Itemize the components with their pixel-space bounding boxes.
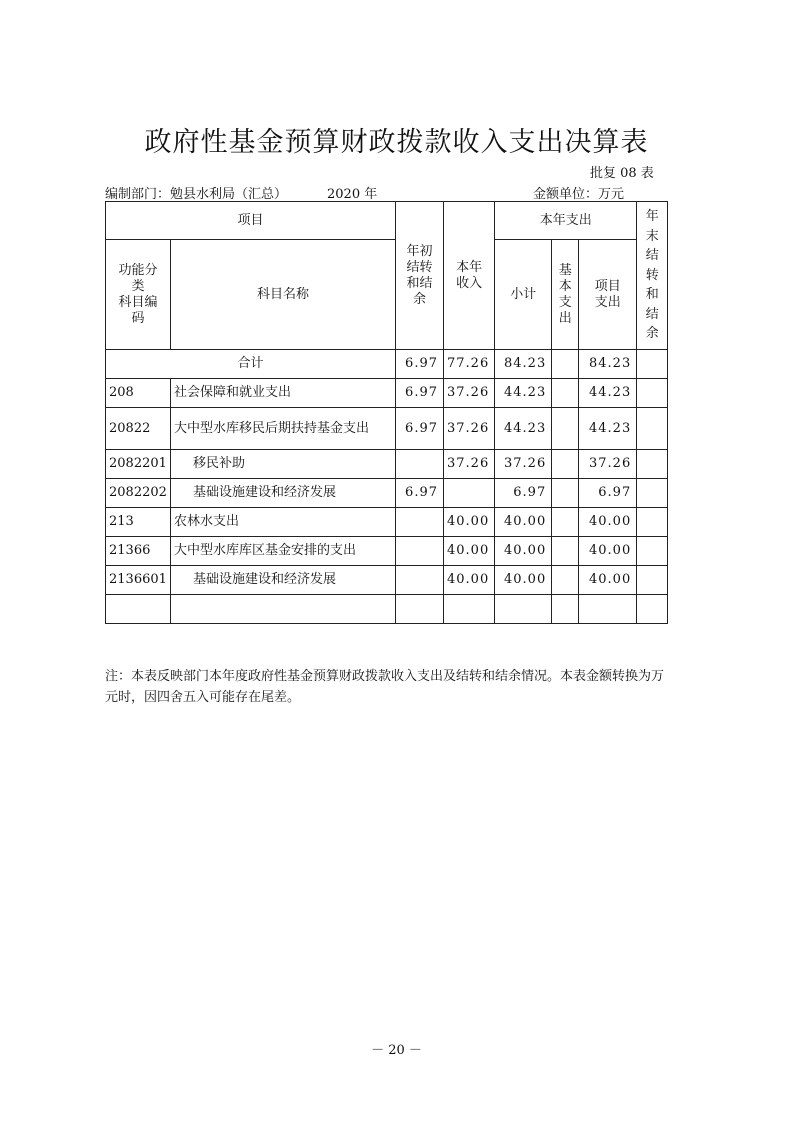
header-expense: 本年支出 [495,202,637,240]
header-code: 功能分 类 科目编 码 [106,240,171,350]
header-name: 科目名称 [171,240,396,350]
cell-subtotal [495,595,552,624]
cell-year-end [637,350,668,379]
cell-basic [552,479,579,508]
header-year-end: 年 末 结 转 和 结 余 [637,202,668,350]
cell-subtotal: 40.00 [495,508,552,537]
cell-basic [552,350,579,379]
cell-name: 农林水支出 [171,508,396,537]
cell-year-end [637,566,668,595]
cell-year-end [637,408,668,450]
cell-income: 40.00 [444,566,495,595]
cell-income: 37.26 [444,408,495,450]
cell-project: 6.97 [579,479,637,508]
cell-carry-begin: 6.97 [396,479,444,508]
total-row [106,350,668,379]
header-project: 项目 支出 [579,240,637,350]
fund-table [105,201,668,624]
cell-subtotal: 44.23 [495,379,552,408]
year-label: 2020 年 [327,187,378,202]
cell-project: 84.23 [579,350,637,379]
page-number: － 20 － [371,1043,422,1058]
department-label: 编制部门：勉县水利局（汇总） [105,187,288,202]
cell-project: 40.00 [579,508,637,537]
cell-code: 21366 [106,537,171,566]
cell-year-end [637,595,668,624]
cell-income [444,479,495,508]
cell-income: 40.00 [444,508,495,537]
cell-subtotal: 40.00 [495,566,552,595]
cell-code: 20822 [106,408,171,450]
unit-label: 金额单位：万元 [533,187,625,202]
cell-name: 基础设施建设和经济发展 [171,566,396,595]
cell-code: 208 [106,379,171,408]
cell-income: 77.26 [444,350,495,379]
cell-year-end [637,379,668,408]
cell-name: 大中型水库移民后期扶持基金支出 [171,408,396,450]
table-row [106,566,668,595]
cell-project: 40.00 [579,566,637,595]
table-note: 注：本表反映部门本年度政府性基金预算财政拨款收入支出及结转和结余情况。本表金额转换为万元时，因四舍五入可能存在尾差。 [105,669,665,705]
table-row [106,508,668,537]
cell-code: 2136601 [106,566,171,595]
cell-name: 移民补助 [171,450,396,479]
cell-code [106,595,171,624]
header-subtotal: 小计 [495,240,552,350]
table-row [106,450,668,479]
cell-carry-begin: 6.97 [396,350,444,379]
cell-subtotal: 44.23 [495,408,552,450]
cell-carry-begin [396,537,444,566]
cell-project: 40.00 [579,537,637,566]
cell-name [171,595,396,624]
cell-subtotal: 84.23 [495,350,552,379]
cell-carry-begin [396,450,444,479]
cell-project: 44.23 [579,408,637,450]
cell-name: 基础设施建设和经济发展 [171,479,396,508]
cell-carry-begin [396,508,444,537]
cell-project [579,595,637,624]
header-income: 本年 收入 [444,202,495,350]
cell-basic [552,537,579,566]
cell-basic [552,379,579,408]
header-item: 项目 [106,202,396,240]
cell-income: 37.26 [444,450,495,479]
total-label: 合计 [106,350,396,379]
cell-carry-begin [396,595,444,624]
cell-carry-begin: 6.97 [396,379,444,408]
cell-basic [552,508,579,537]
header-basic: 基 本 支 出 [552,240,579,350]
cell-basic [552,566,579,595]
header-carry-begin: 年初 结转 和结 余 [396,202,444,350]
cell-project: 44.23 [579,379,637,408]
cell-name: 社会保障和就业支出 [171,379,396,408]
table-row [106,479,668,508]
cell-subtotal: 40.00 [495,537,552,566]
cell-year-end [637,508,668,537]
cell-name: 大中型水库库区基金安排的支出 [171,537,396,566]
cell-income: 37.26 [444,379,495,408]
cell-year-end [637,537,668,566]
cell-code: 2082201 [106,450,171,479]
cell-project: 37.26 [579,450,637,479]
cell-basic [552,408,579,450]
table-row [106,595,668,624]
cell-basic [552,450,579,479]
approval-number: 批复 08 表 [590,166,654,181]
cell-income: 40.00 [444,537,495,566]
cell-code: 2082202 [106,479,171,508]
cell-code: 213 [106,508,171,537]
cell-carry-begin [396,566,444,595]
cell-carry-begin: 6.97 [396,408,444,450]
cell-subtotal: 6.97 [495,479,552,508]
table-row [106,408,668,450]
page-title: 政府性基金预算财政拨款收入支出决算表 [144,127,649,158]
cell-year-end [637,450,668,479]
table-row [106,379,668,408]
cell-year-end [637,479,668,508]
cell-income [444,595,495,624]
cell-subtotal: 37.26 [495,450,552,479]
table-row [106,537,668,566]
cell-basic [552,595,579,624]
meta-row [105,183,665,201]
